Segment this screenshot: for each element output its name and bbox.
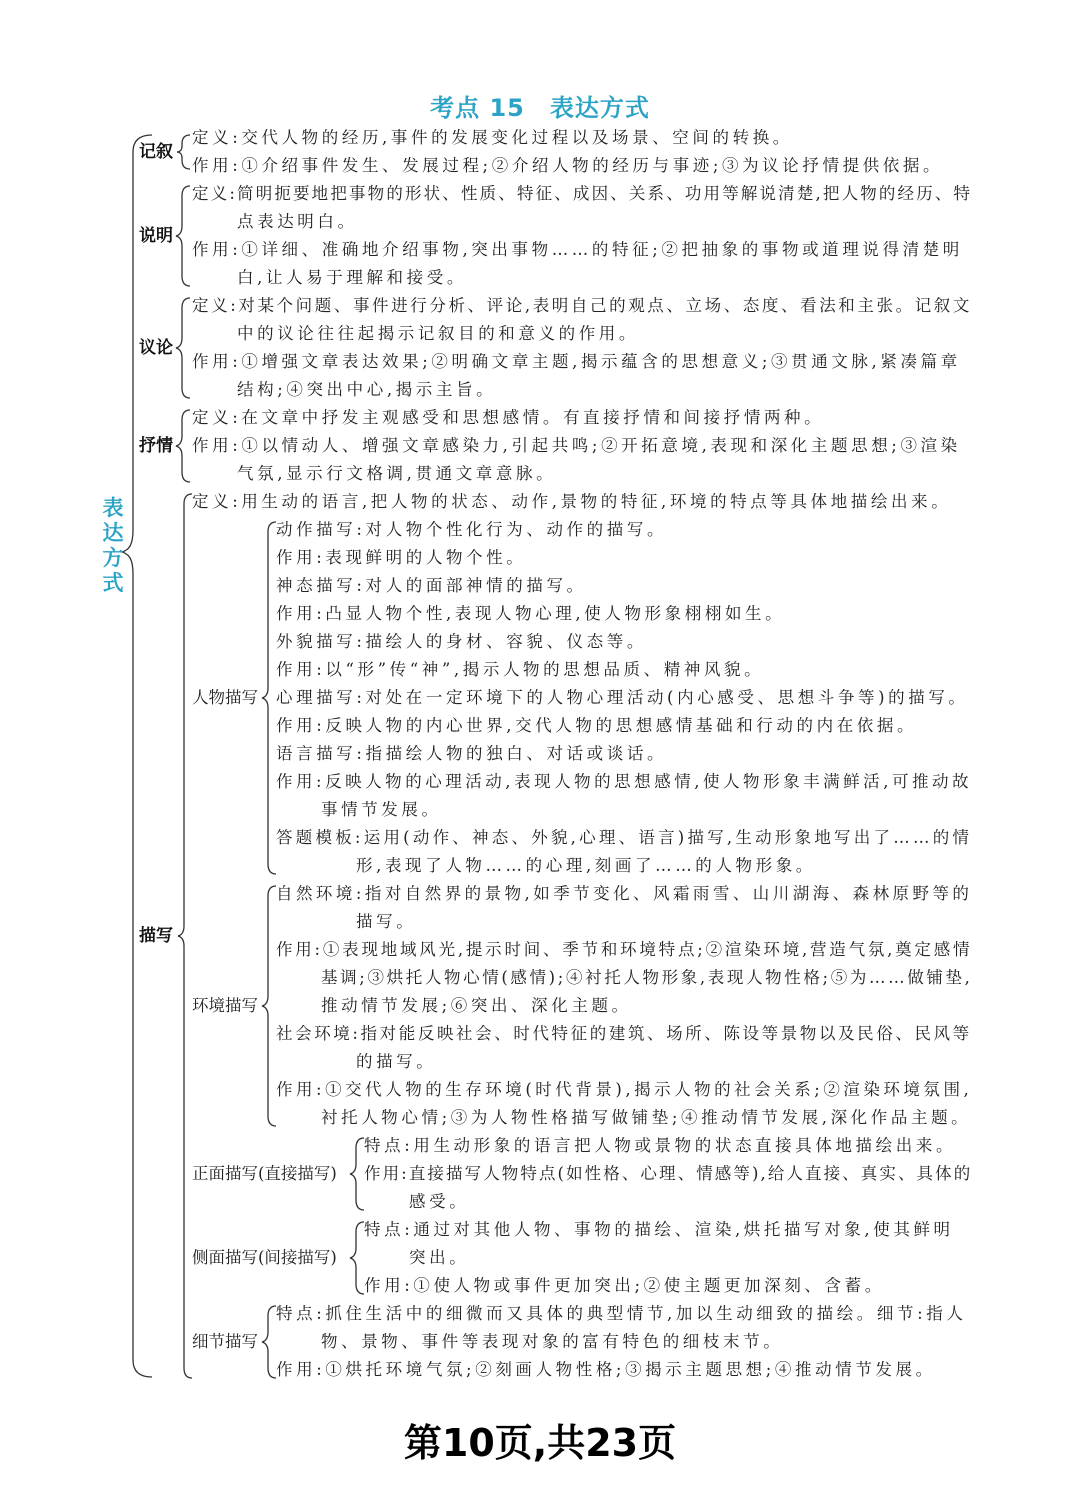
brace-cemian (350, 1222, 364, 1294)
text-line: 结构;④突出中心,揭示主旨。 (237, 380, 497, 399)
text-line: 衬托人物心情;③为人物性格描写做铺垫;④推动情节发展,深化作品主题。 (321, 1108, 972, 1127)
brace-jixu (177, 135, 190, 169)
label-cemian: 侧面描写(间接描写) (192, 1248, 337, 1267)
text-line: 作用:反映人物的心理活动,表现人物的思想感情,使人物形象丰满鲜活,可推动故 (276, 772, 973, 791)
label-miaoxie: 描写 (139, 926, 173, 946)
text-line: 作用:①详细、准确地介绍事物,突出事物……的特征;②把抽象的事物或道理说得清楚明 (192, 240, 963, 259)
text-line: 点表达明白。 (237, 212, 358, 231)
text-line: 定义:简明扼要地把事物的形状、性质、特征、成因、关系、功用等解说清楚,把人物的经历、特 (192, 184, 973, 203)
page-number: 第10页,共23页 (403, 1421, 677, 1465)
page-title: 考点 15 表达方式 (430, 94, 650, 122)
text-line: 定义:用生动的语言,把人物的状态、动作,景物的特征,环境的特点等具体地描绘出来。 (192, 492, 952, 511)
text-line: 定义:对某个问题、事件进行分析、评论,表明自己的观点、立场、态度、看法和主张。记叙文 (192, 296, 973, 315)
text-line: 作用:表现鲜明的人物个性。 (276, 548, 527, 567)
label-zhengmian: 正面描写(直接描写) (192, 1164, 337, 1183)
brace-renwu (262, 522, 276, 874)
text-line: 特点:用生动形象的语言把人物或景物的状态直接具体地描绘出来。 (364, 1136, 957, 1155)
text-line: 特点:通过对其他人物、事物的描绘、渲染,烘托描写对象,使其鲜明 (364, 1220, 954, 1239)
brace-huanjing (262, 886, 276, 1126)
root-brace (122, 135, 152, 1377)
text-line: 作用:①增强文章表达效果;②明确文章主题,揭示蕴含的思想意义;③贯通文脉,紧凑篇章 (192, 352, 961, 371)
brace-xijie (262, 1306, 276, 1378)
brace-shuqing (176, 410, 190, 482)
text-line: 作用:反映人物的内心世界,交代人物的思想感情基础和行动的内在依据。 (276, 716, 918, 735)
brace-yilun (176, 298, 190, 398)
text-line: 作用:以“形”传“神”,揭示人物的思想品质、精神风貌。 (276, 660, 765, 679)
text-line: 中的议论往往起揭示记叙目的和意义的作用。 (237, 324, 639, 343)
label-huanjing: 环境描写 (192, 996, 258, 1015)
root-label: 表达方式 (102, 496, 124, 595)
text-line: 形,表现了人物……的心理,刻画了……的人物形象。 (356, 856, 816, 875)
label-shuqing: 抒情 (139, 436, 173, 456)
text-line: 作用:①以情动人、增强文章感染力,引起共鸣;②开拓意境,表现和深化主题思想;③渲染 (192, 436, 961, 455)
text-line: 气氛,显示行文格调,贯通文章意脉。 (237, 464, 557, 483)
text-line: 神态描写:对人的面部神情的描写。 (276, 576, 587, 595)
text-line: 作用:直接描写人物特点(如性格、心理、情感等),给人直接、真实、具体的 (364, 1164, 973, 1183)
text-line: 白,让人易于理解和接受。 (237, 268, 467, 287)
text-line: 心理描写:对处在一定环境下的人物心理活动(内心感受、思想斗争等)的描写。 (276, 688, 969, 707)
label-jixu: 记叙 (139, 142, 173, 162)
text-line: 特点:抓住生活中的细微而又具体的典型情节,加以生动细致的描绘。细节:指人 (276, 1304, 967, 1323)
text-line: 作用:①介绍事件发生、发展过程;②介绍人物的经历与事迹;③为议论抒情提供依据。 (192, 156, 944, 175)
text-line: 语言描写:指描绘人物的独白、对话或谈话。 (276, 744, 668, 763)
text-line: 定义:交代人物的经历,事件的发展变化过程以及场景、空间的转换。 (192, 128, 793, 147)
text-line: 事情节发展。 (321, 800, 442, 819)
text-line: 作用:①交代人物的生存环境(时代背景),揭示人物的社会关系;②渲染环境氛围, (276, 1080, 973, 1099)
text-line: 社会环境:指对能反映社会、时代特征的建筑、场所、陈设等景物以及民俗、民风等 (276, 1024, 972, 1043)
text-line: 物、景物、事件等表现对象的富有特色的细枝末节。 (321, 1332, 784, 1351)
text-line: 描写。 (356, 912, 417, 931)
brace-miaoxie (178, 494, 192, 1378)
text-line: 作用:①使人物或事件更加突出;②使主题更加深刻、含蓄。 (364, 1276, 885, 1295)
text-line: 动作描写:对人物个性化行为、动作的描写。 (276, 520, 668, 539)
brace-zhengmian (350, 1138, 364, 1210)
text-line: 的描写。 (356, 1052, 437, 1071)
label-renwu: 人物描写 (192, 688, 258, 707)
text-line: 答题模板:运用(动作、神态、外貌,心理、语言)描写,生动形象地写出了……的情 (276, 828, 973, 847)
text-line: 外貌描写:描绘人的身材、容貌、仪态等。 (276, 632, 647, 651)
brace-shuoming (176, 186, 190, 286)
text-line: 推动情节发展;⑥突出、深化主题。 (321, 996, 632, 1015)
text-line: 作用:①烘托环境气氛;②刻画人物性格;③揭示主题思想;④推动情节发展。 (276, 1360, 936, 1379)
text-line: 作用:①表现地域风光,提示时间、季节和环境特点;②渲染环境,营造气氛,奠定感情 (276, 940, 973, 959)
text-line: 自然环境:指对自然界的景物,如季节变化、风霜雨雪、山川湖海、森林原野等的 (276, 884, 973, 903)
label-shuoming: 说明 (139, 226, 173, 246)
text-line: 基调;③烘托人物心情(感情);④衬托人物形象,表现人物性格;⑤为……做铺垫, (321, 968, 973, 987)
text-line: 定义:在文章中抒发主观感受和思想感情。有直接抒情和间接抒情两种。 (192, 408, 825, 427)
label-yilun: 议论 (139, 338, 173, 358)
label-xijie: 细节描写 (192, 1332, 258, 1351)
text-line: 感受。 (409, 1192, 470, 1211)
text-line: 突出。 (409, 1248, 470, 1267)
text-line: 作用:凸显人物个性,表现人物心理,使人物形象栩栩如生。 (276, 604, 786, 623)
